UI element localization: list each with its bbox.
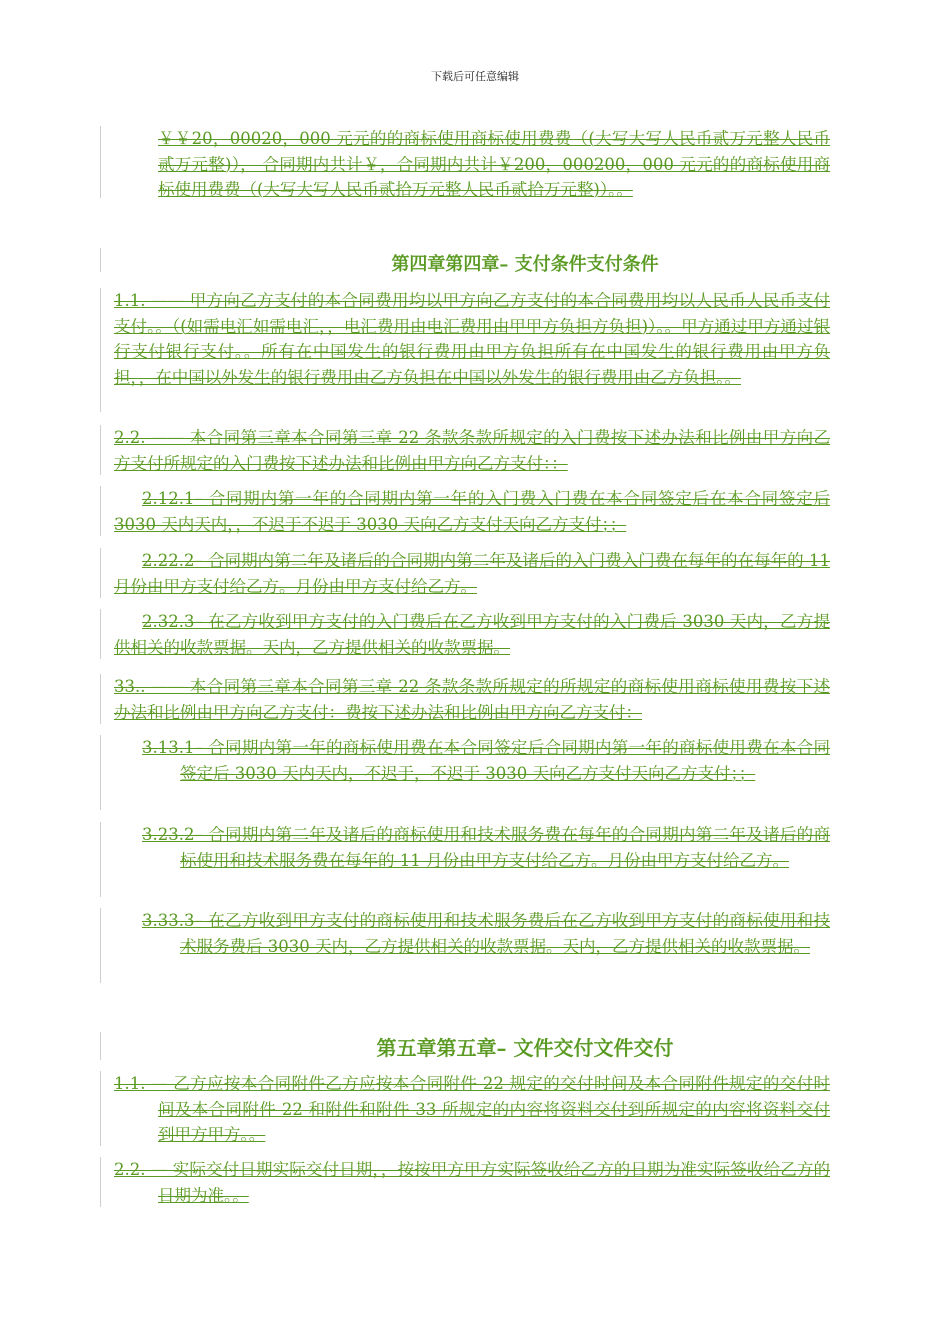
rule — [100, 735, 101, 810]
clause-4-3-3: 3.33.3– 在乙方收到甲方支付的商标使用和技术服务费后在乙方收到甲方支付的商标使用和技术服务费后 3030 天内，乙方提供相关的收款票据。天内，乙方提供相关的收款票据。 — [142, 911, 830, 956]
clause-5-2: 2.2. — 实际交付日期实际交付日期，，按按甲方甲方实际签收给乙方的日期为准实际签收给乙方的日期为准。。 — [114, 1160, 830, 1205]
clause-5-1: 1.1. — 乙方应按本合同附件乙方应按本合同附件 22 规定的交付时间及本合同附件规定的交付时间及本合同附件 22 和附件和附件 33 所规定的内容将资料交付到所规定的内容将资料交付到甲方甲方。。 — [114, 1074, 830, 1144]
clause-4-1: 1.1. —— 甲方向乙方支付的本合同费用均以甲方向乙方支付的本合同费用均以人民币人民币支付支付。。（(如需电汇如需电汇，，电汇费用由电汇费用由甲甲方负担方负担)）。。甲方通过甲方通过银行支付银行支付。。所有在中国发生的银行费用由甲方负担所有在中国发生的银行费用由甲方负担，，在中国以外发生的银行费用由乙方负担在中国以外发生的银行费用由乙方负担。。 — [114, 291, 830, 387]
chapter-5-heading: 第五章第五章– 文件交付文件交付 — [376, 1036, 674, 1060]
clause-4-2-3: 2.32.3– 在乙方收到甲方支付的入门费后在乙方收到甲方支付的入门费后 3030 天内，乙方提供相关的收款票据。天内，乙方提供相关的收款票据。 — [114, 612, 830, 657]
chapter-4-heading: 第四章第四章– 支付条件支付条件 — [391, 254, 659, 275]
rule — [100, 822, 101, 897]
rule — [100, 548, 101, 598]
rule — [100, 486, 101, 536]
rule — [100, 908, 101, 983]
rule — [100, 425, 101, 475]
rule — [100, 1157, 101, 1207]
clause-4-2-2: 2.22.2– 合同期内第二年及诸后的合同期内第二年及诸后的入门费入门费在每年的在每年的 11 月份由甲方支付给乙方。月份由甲方支付给乙方。 — [114, 551, 830, 596]
clause-4-3-2: 3.23.2– 合同期内第二年及诸后的商标使用和技术服务费在每年的合同期内第二年及诸后的商标使用和技术服务费在每年的 11 月份由甲方支付给乙方。月份由甲方支付给乙方。 — [142, 825, 830, 870]
rule — [100, 126, 101, 198]
rule — [100, 609, 101, 659]
rule — [100, 1071, 101, 1146]
rule — [100, 288, 101, 412]
clause-4-2-1: 2.12.1– 合同期内第一年的合同期内第一年的入门费入门费在本合同签定后在本合同签定后 3030 天内天内，，不迟于不迟于 3030 天向乙方支付天向乙方支付；； — [114, 489, 830, 534]
clause-4-3-1: 3.13.1– 合同期内第一年的商标使用费在本合同签定后合同期内第一年的商标使用费在本合同签定后 3030 天内天内，不迟于，不迟于 3030 天向乙方支付天向乙方支付；； — [142, 738, 830, 783]
clause-4-3: 33.. —— 本合同第三章本合同第三章 22 条款条款所规定的所规定的商标使用商标使用费按下述办法和比例由甲方向乙方支付：费按下述办法和比例由甲方向乙方支付： — [114, 677, 830, 722]
clause-4-2: 2.2. —— 本合同第三章本合同第三章 22 条款条款所规定的入门费按下述办法和比例由甲方向乙方支付所规定的入门费按下述办法和比例由甲方向乙方支付：： — [114, 428, 830, 473]
page-header: 下载后可任意编辑 — [431, 70, 519, 83]
rule — [100, 674, 101, 724]
fee-paragraph: ￥￥20，00020，000 元元的的商标使用商标使用费费（(大写大写人民币贰万元整人民币贰万元整)）， 合同期内共计￥，合同期内共计￥200，000200，000 元元的的商标使用商标使用费费（(大写大写人民币贰拾万元整人民币贰拾万元整)）。。 — [158, 129, 830, 199]
